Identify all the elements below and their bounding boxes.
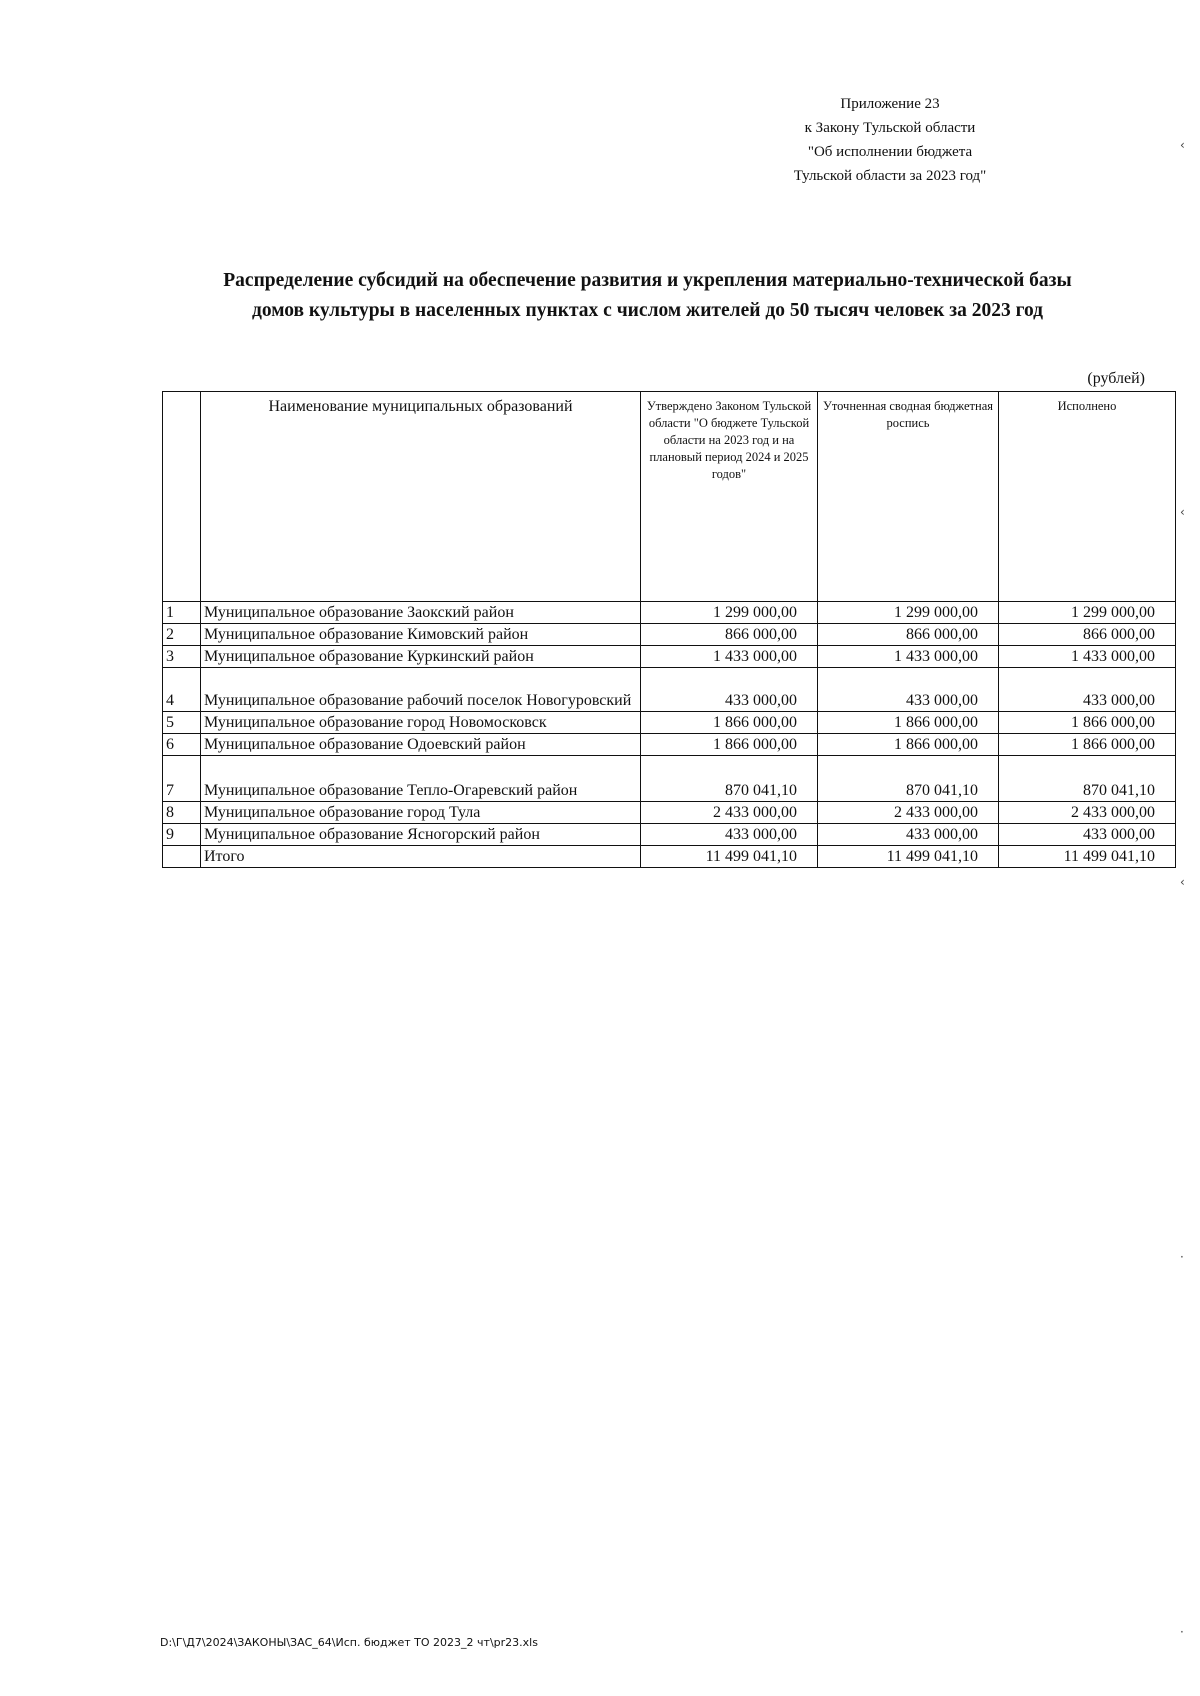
appendix-line-3: "Об исполнении бюджета (807, 144, 973, 160)
row-number: 8 (163, 802, 201, 824)
table-header-row (163, 392, 1176, 602)
table-row (163, 668, 1176, 712)
row-refined: 870 041,10 (818, 756, 999, 802)
row-number: 1 (163, 602, 201, 624)
appendix-line-1: Приложение 23 (840, 96, 940, 112)
row-refined: 1 433 000,00 (818, 646, 999, 668)
header-number (163, 392, 201, 602)
row-name: Муниципальное образование Куркинский район (201, 646, 641, 668)
row-executed: 2 433 000,00 (999, 802, 1176, 824)
row-name: Муниципальное образование рабочий поселок Новогуровский (201, 668, 641, 712)
row-approved: 1 433 000,00 (641, 646, 818, 668)
row-approved: 433 000,00 (641, 668, 818, 712)
row-executed: 433 000,00 (999, 824, 1176, 846)
row-name: Муниципальное образование город Новомосковск (201, 712, 641, 734)
row-number: 3 (163, 646, 201, 668)
row-approved: 1 866 000,00 (641, 712, 818, 734)
row-name: Муниципальное образование Кимовский район (201, 624, 641, 646)
scan-speck: ‹ (1180, 875, 1185, 889)
row-number: 4 (163, 668, 201, 712)
scan-speck: ‹ (1180, 505, 1185, 519)
title-line-2: домов культуры в населенных пунктах с числом жителей до 50 тысяч человек за 2023 год (251, 300, 1044, 321)
total-approved: 11 499 041,10 (641, 846, 818, 868)
table-row (163, 802, 1176, 824)
table-row (163, 602, 1176, 624)
row-number: 5 (163, 712, 201, 734)
row-number: 7 (163, 756, 201, 802)
total-name: Итого (201, 846, 641, 868)
row-executed: 433 000,00 (999, 668, 1176, 712)
table-row (163, 756, 1176, 802)
appendix-line-2: к Закону Тульской области (804, 120, 976, 136)
total-refined: 11 499 041,10 (818, 846, 999, 868)
row-refined: 433 000,00 (818, 824, 999, 846)
header-executed: Исполнено (999, 392, 1176, 602)
header-refined: Уточненная сводная бюджетная роспись (818, 392, 999, 602)
scan-speck: ‹ (1180, 138, 1185, 152)
table-row (163, 646, 1176, 668)
row-executed: 1 433 000,00 (999, 646, 1176, 668)
file-path-footer: D:\Г\Д7\2024\ЗАКОНЫ\ЗАС_64\Исп. бюджет ТО 2023_2 чт\pr23.xls (160, 1636, 538, 1649)
row-executed: 866 000,00 (999, 624, 1176, 646)
row-approved: 2 433 000,00 (641, 802, 818, 824)
row-refined: 866 000,00 (818, 624, 999, 646)
row-refined: 2 433 000,00 (818, 802, 999, 824)
table-row (163, 824, 1176, 846)
row-approved: 1 299 000,00 (641, 602, 818, 624)
row-name: Муниципальное образование Одоевский район (201, 734, 641, 756)
row-refined: 1 299 000,00 (818, 602, 999, 624)
title-line-1: Распределение субсидий на обеспечение развития и укрепления материально-технической базы (223, 270, 1072, 291)
table-row (163, 712, 1176, 734)
row-number: 6 (163, 734, 201, 756)
table-row (163, 624, 1176, 646)
row-name: Муниципальное образование город Тула (201, 802, 641, 824)
row-refined: 433 000,00 (818, 668, 999, 712)
row-approved: 866 000,00 (641, 624, 818, 646)
row-approved: 870 041,10 (641, 756, 818, 802)
total-executed: 11 499 041,10 (999, 846, 1176, 868)
row-executed: 1 866 000,00 (999, 734, 1176, 756)
scan-speck: · (1180, 1625, 1184, 1639)
scan-speck: · (1180, 1250, 1184, 1264)
appendix-block (730, 92, 1050, 188)
row-executed: 1 866 000,00 (999, 712, 1176, 734)
row-executed: 870 041,10 (999, 756, 1176, 802)
row-approved: 433 000,00 (641, 824, 818, 846)
total-number (163, 846, 201, 868)
row-executed: 1 299 000,00 (999, 602, 1176, 624)
document-title (160, 266, 1135, 326)
appendix-line-4: Тульской области за 2023 год" (793, 168, 987, 184)
units-label: (рублей) (1087, 370, 1145, 387)
row-refined: 1 866 000,00 (818, 712, 999, 734)
row-name: Муниципальное образование Заокский район (201, 602, 641, 624)
table-row (163, 734, 1176, 756)
header-name: Наименование муниципальных образований (201, 392, 641, 602)
table-total-row (163, 846, 1176, 868)
subsidy-table (162, 391, 1176, 868)
row-number: 2 (163, 624, 201, 646)
row-name: Муниципальное образование Тепло-Огаревский район (201, 756, 641, 802)
row-name: Муниципальное образование Ясногорский район (201, 824, 641, 846)
row-number: 9 (163, 824, 201, 846)
row-approved: 1 866 000,00 (641, 734, 818, 756)
row-refined: 1 866 000,00 (818, 734, 999, 756)
header-approved: Утверждено Законом Тульской области "О бюджете Тульской области на 2023 год и на плановый период 2024 и 2025 годов" (641, 392, 818, 602)
